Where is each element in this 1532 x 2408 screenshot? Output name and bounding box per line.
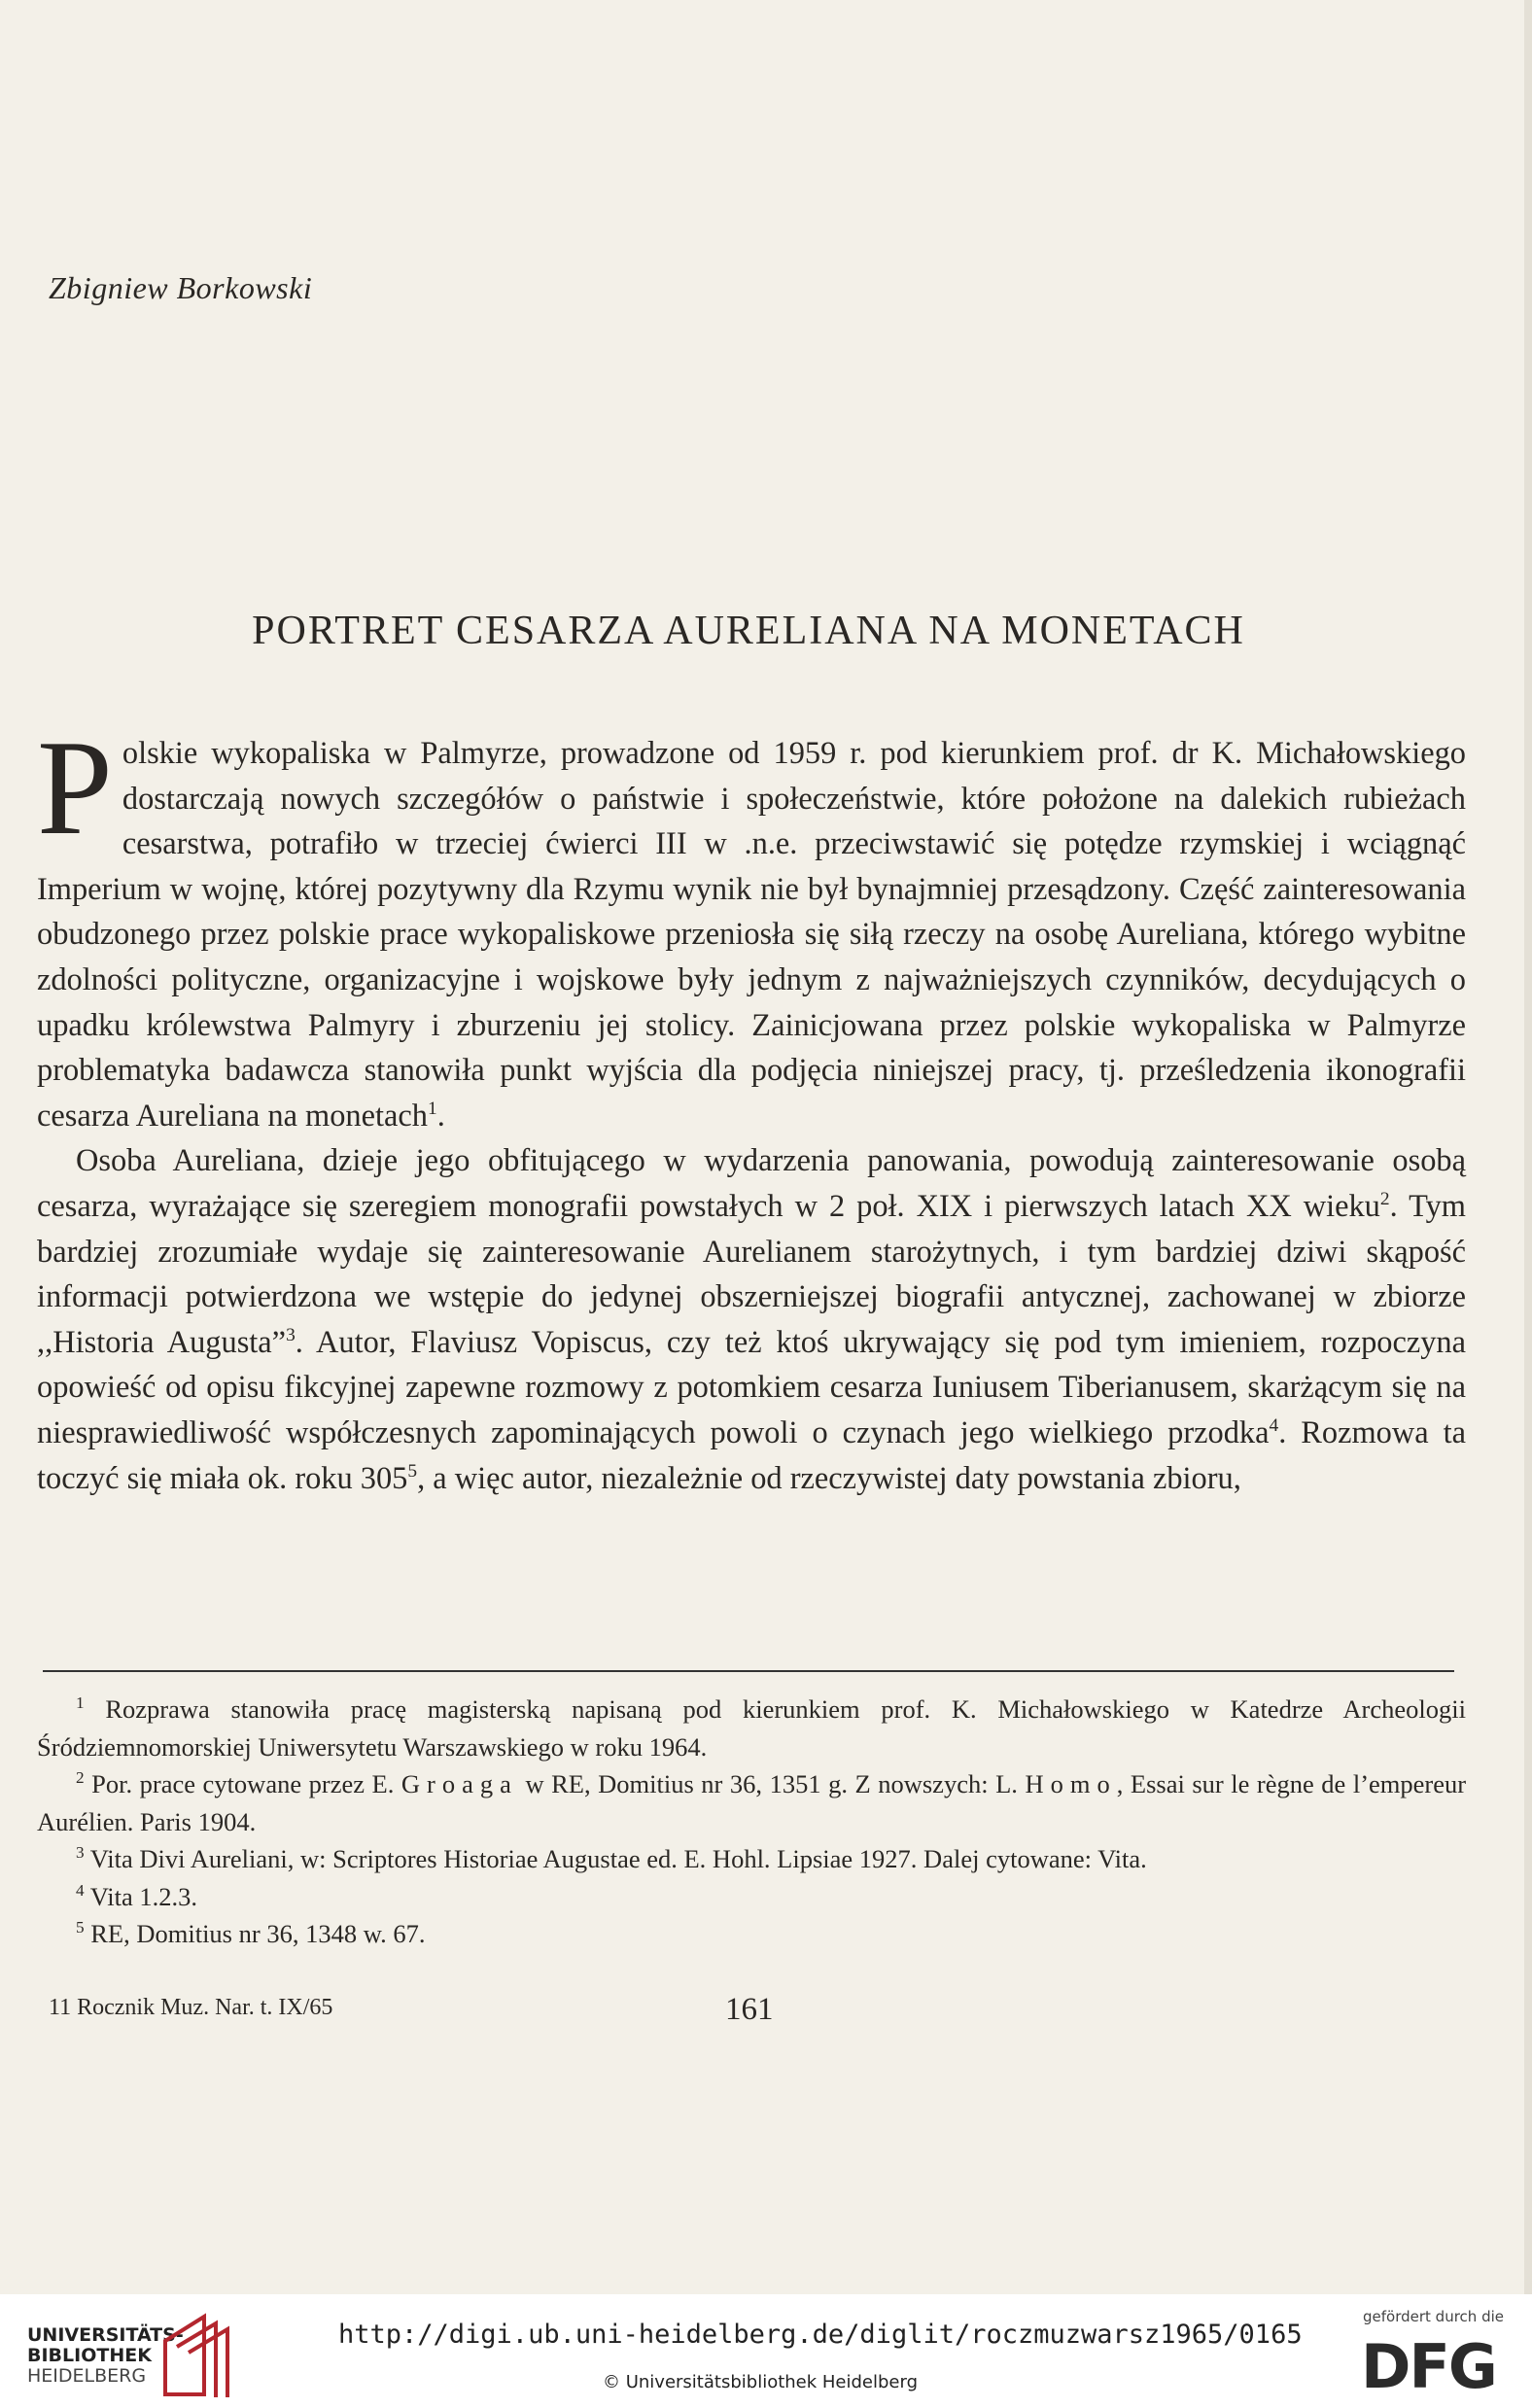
footnote-ref-4: 4 — [1269, 1415, 1279, 1437]
footnote-mark: 3 — [76, 1843, 85, 1863]
footnote-text: , Essai sur le règne de l’empereur Aurélien. Paris 1904. — [37, 1769, 1467, 1836]
page-edge — [1524, 0, 1532, 2294]
paragraph-2 — [37, 1138, 1466, 1501]
footnote-ref-3: 3 — [286, 1324, 296, 1345]
library-name-line1: UNIVERSITÄTS- — [27, 2324, 184, 2346]
footnote-ref-5: 5 — [407, 1460, 418, 1482]
footnote-text: Vita Divi Aureliani, w: Scriptores Historiae Augustae ed. E. Hohl. Lipsiae 1927. Dalej cytowane: Vita. — [89, 1844, 1147, 1873]
footnote-ref-1: 1 — [427, 1098, 437, 1119]
copyright-notice: © Universitätsbibliothek Heidelberg — [603, 2372, 919, 2392]
library-name-line2: BIBLIOTHEK — [27, 2345, 152, 2366]
footnote-1 — [37, 1691, 1466, 1765]
dfg-logo[interactable] — [1359, 2329, 1497, 2397]
footnotes — [37, 1691, 1466, 1953]
footnote-divider — [43, 1670, 1454, 1672]
paragraph-2-text-e: , a więc autor, niezależnie od rzeczywistej daty powstania zbioru, — [417, 1460, 1241, 1496]
footnote-ref-2: 2 — [1379, 1189, 1390, 1210]
paragraph-2-text-c: . Autor, Flaviusz Vopiscus, czy też ktoś ukrywający się pod tym imieniem, rozpoczyna opowieść od opisu fikcyjnej zapewne rozmowy z potomkiem cesarza Iuniusem Tiberianusem, skarżącym się na niesprawiedliwość współczesnych zapominających powoli o czynach jego wielkiego przodka — [37, 1324, 1467, 1450]
footnote-mark: 5 — [76, 1918, 85, 1937]
article-body — [37, 713, 1467, 1501]
footnote-text: w RE, Domitius nr 36, 1351 g. Z nowszych: L. — [525, 1769, 1018, 1798]
dfg-logo-text: DFG — [1361, 2331, 1496, 2397]
author-name: Zbigniew Borkowski — [49, 270, 313, 305]
footnote-text: Por. prace cytowane przez E. — [91, 1769, 395, 1798]
article-title: PORTRET CESARZA AURELIANA NA MONETACH — [252, 609, 1245, 653]
paragraph-1 — [37, 713, 1466, 1138]
footnote-5 — [37, 1915, 1466, 1953]
paragraph-1-text: olskie wykopaliska w Palmyrze, prowadzone od 1959 r. pod kierunkiem prof. dr K. Michałowskiego dostarczają nowych szczegółów o państwie i społeczeństwie, które położone na dalekich rubieżach cesarstwa, potrafiło w trzeciej ćwierci III w .n.e. przeciwstawić się potędze rzymskiej i wciągnąć Imperium w wojnę, której pozytywny dla Rzymu wynik nie był bynajmniej przesądzony. Część zainteresowania obudzonego przez polskie prace wykopaliskowe przeniosła się siłą rzeczy na osobę Aureliana, którego wybitne zdolności polityczne, organizacyjne i wojskowe były jednym z najważniejszych czynników, decydujących o upadku królewstwa Palmyry i zburzeniu jej stolicy. Zainicjowana przez polskie wykopaliska w Palmyrze problematyka badawcza stanowiła punkt wyjścia dla podjęcia niniejszej pracy, tj. prześledzenia ikonografii cesarza Aureliana na monetach — [37, 736, 1466, 1134]
paragraph-2-text-a: Osoba Aureliana, dzieje jego obfitującego w wydarzenia panowania, powodują zainteresowanie osobą cesarza, wyrażające się szeregiem monografii powstałych w 2 poł. XIX i pierwszych latach XX wieku — [37, 1143, 1466, 1224]
ub-emblem-icon — [156, 2312, 233, 2399]
paragraph-2-text-d: . Rozmowa ta toczyć się miała ok. roku 305 — [37, 1414, 1466, 1496]
drop-cap: P — [37, 713, 113, 863]
footnote-text: Vita 1.2.3. — [89, 1881, 198, 1911]
footnote-2 — [37, 1765, 1466, 1840]
footnote-4 — [37, 1878, 1466, 1916]
library-footer — [0, 2294, 1532, 2408]
funding-note: gefördert durch die — [1363, 2308, 1504, 2325]
footnote-spaced-name: Groaga — [400, 1769, 518, 1798]
footnote-text: RE, Domitius nr 36, 1348 w. 67. — [90, 1919, 426, 1948]
paragraph-2-text-b: . Tym bardziej zrozumiałe wydaje się zainteresowanie Aurelianem starożytnych, i tym bardziej dziwi skąpość informacji potwierdzona we wstępie do jedynej obszerniejszej biografii antycznej, zachowanej w zbiorze ,,Historia Augusta” — [37, 1188, 1467, 1360]
printer-signature: 11 Rocznik Muz. Nar. t. IX/65 — [49, 1995, 333, 2020]
footnote-mark: 2 — [76, 1768, 85, 1788]
footnote-mark: 4 — [76, 1880, 85, 1900]
footnote-mark: 1 — [76, 1693, 85, 1713]
footnote-spaced-name: Homo — [1025, 1769, 1117, 1798]
library-name-line3: HEIDELBERG — [27, 2365, 147, 2387]
footnote-text: Rozprawa stanowiła pracę magisterską napisaną pod kierunkiem prof. K. Michałowskiego w Katedrze Archeologii Śródziemnomorskiej Uniwersytetu Warszawskiego w roku 1964. — [37, 1694, 1466, 1762]
footnote-3 — [37, 1840, 1466, 1878]
page-number: 161 — [725, 1992, 774, 2027]
permalink-url[interactable]: http://digi.ub.uni-heidelberg.de/diglit/roczmuzwarsz1965/0165 — [338, 2320, 1303, 2350]
paragraph-1-end: . — [436, 1098, 445, 1134]
